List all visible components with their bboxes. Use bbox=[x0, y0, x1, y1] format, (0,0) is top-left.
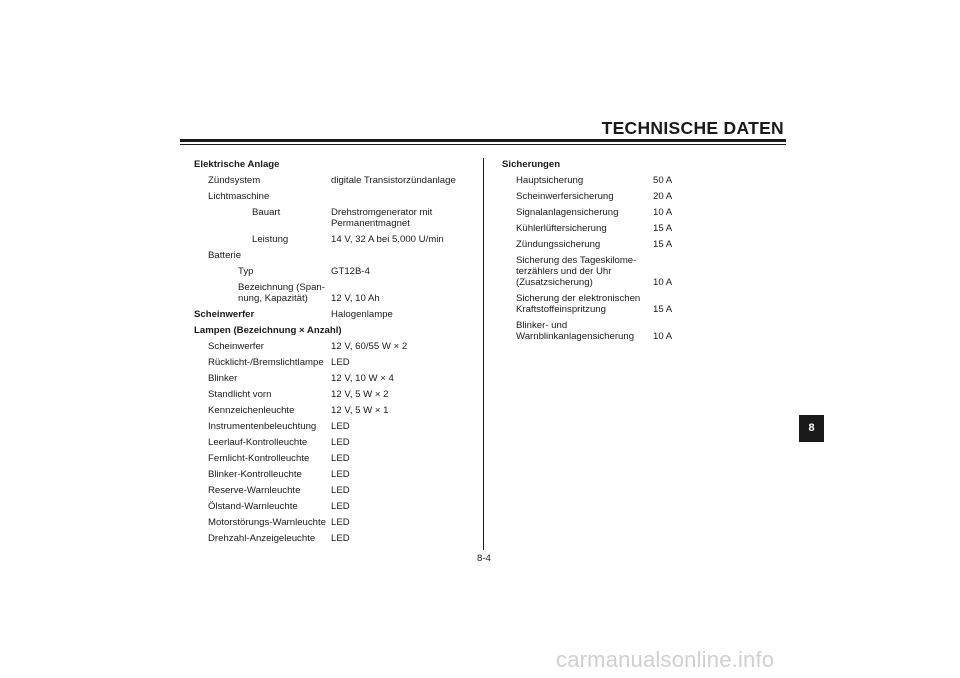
spec-value-ignition: digitale Transistorzündanlage bbox=[331, 175, 456, 186]
column-divider bbox=[483, 158, 484, 550]
fuse-label: Warnblinkanlagensicherung bbox=[516, 331, 635, 342]
spec-value-build-line2: Permanentmagnet bbox=[331, 218, 410, 229]
fuse-label: Scheinwerfersicherung bbox=[516, 191, 614, 202]
header-rule bbox=[180, 139, 786, 142]
bulb-value: LED bbox=[331, 421, 350, 432]
spec-label-build: Bauart bbox=[252, 207, 281, 218]
fuse-label: Zündungssicherung bbox=[516, 239, 601, 250]
section-heading-electrical: Elektrische Anlage bbox=[194, 159, 280, 170]
bulb-label: Standlicht vorn bbox=[208, 389, 272, 400]
bulb-value: 12 V, 10 W × 4 bbox=[331, 373, 394, 384]
spec-value-build-line1: Drehstromgenerator mit bbox=[331, 207, 433, 218]
fuse-value: 10 A bbox=[653, 277, 673, 288]
spec-label-battery: Batterie bbox=[208, 250, 242, 261]
fuse-value: 20 A bbox=[653, 191, 673, 202]
fuse-label: terzählers und der Uhr bbox=[516, 266, 612, 277]
section-heading-fuses: Sicherungen bbox=[502, 159, 561, 170]
bulb-label: Fernlicht-Kontrolleuchte bbox=[208, 453, 310, 464]
bulb-label: Ölstand-Warnleuchte bbox=[208, 501, 298, 512]
spec-label-ignition: Zündsystem bbox=[208, 175, 261, 186]
spec-label-output: Leistung bbox=[252, 234, 289, 245]
bulb-value: 12 V, 5 W × 1 bbox=[331, 405, 389, 416]
bulb-value: LED bbox=[331, 437, 350, 448]
spec-value-type: GT12B-4 bbox=[331, 266, 370, 277]
bulb-value: LED bbox=[331, 469, 350, 480]
bulb-value: LED bbox=[331, 485, 350, 496]
watermark: carmanualsonline.info bbox=[556, 647, 775, 672]
bulb-value: 12 V, 60/55 W × 2 bbox=[331, 341, 408, 352]
fuse-label: (Zusatzsicherung) bbox=[516, 277, 593, 288]
bulb-label: Leerlauf-Kontrolleuchte bbox=[208, 437, 308, 448]
fuse-value: 15 A bbox=[653, 304, 673, 315]
fuse-label: Sicherung der elektronischen bbox=[516, 293, 641, 304]
bulb-label: Motorstörungs-Warnleuchte bbox=[208, 517, 327, 528]
fuse-value: 15 A bbox=[653, 223, 673, 234]
fuse-label: Kraftstoffeinspritzung bbox=[516, 304, 606, 315]
page-number: 8-4 bbox=[477, 553, 491, 564]
spec-label-type: Typ bbox=[238, 266, 254, 277]
bulb-label: Rücklicht-/Bremslichtlampe bbox=[208, 357, 324, 368]
spec-value-output: 14 V, 32 A bei 5.000 U/min bbox=[331, 234, 444, 245]
spec-label-capacity-line1: Bezeichnung (Span- bbox=[238, 282, 325, 293]
spec-value-capacity: 12 V, 10 Ah bbox=[331, 293, 380, 304]
bulb-label: Reserve-Warnleuchte bbox=[208, 485, 301, 496]
bulb-value: LED bbox=[331, 533, 350, 544]
fuse-label: Hauptsicherung bbox=[516, 175, 584, 186]
fuse-label: Sicherung des Tageskilome- bbox=[516, 255, 637, 266]
fuse-value: 50 A bbox=[653, 175, 673, 186]
chapter-tab: 8 bbox=[799, 415, 824, 442]
fuse-label: Blinker- und bbox=[516, 320, 568, 331]
bulb-value: LED bbox=[331, 357, 350, 368]
fuse-label: Kühlerlüftersicherung bbox=[516, 223, 607, 234]
bulb-label: Instrumentenbeleuchtung bbox=[208, 421, 317, 432]
bulb-value: LED bbox=[331, 453, 350, 464]
bulb-label: Kennzeichenleuchte bbox=[208, 405, 295, 416]
bulb-value: LED bbox=[331, 517, 350, 528]
page-title: TECHNISCHE DATEN bbox=[601, 118, 784, 138]
bulb-value: LED bbox=[331, 501, 350, 512]
spec-label-capacity-line2: nung, Kapazität) bbox=[238, 293, 308, 304]
bulb-label: Scheinwerfer bbox=[208, 341, 264, 352]
fuse-label: Signalanlagensicherung bbox=[516, 207, 619, 218]
spec-value-headlight: Halogenlampe bbox=[331, 309, 393, 320]
header-rule-thin bbox=[180, 144, 786, 145]
bulb-label: Blinker bbox=[208, 373, 238, 384]
fuse-value: 10 A bbox=[653, 207, 673, 218]
bulb-label: Drehzahl-Anzeigeleuchte bbox=[208, 533, 316, 544]
bulb-label: Blinker-Kontrolleuchte bbox=[208, 469, 302, 480]
fuse-value: 15 A bbox=[653, 239, 673, 250]
spec-label-alternator: Lichtmaschine bbox=[208, 191, 270, 202]
section-heading-headlight: Scheinwerfer bbox=[194, 309, 255, 320]
bulb-value: 12 V, 5 W × 2 bbox=[331, 389, 389, 400]
fuse-value: 10 A bbox=[653, 331, 673, 342]
section-heading-bulbs: Lampen (Bezeichnung × Anzahl) bbox=[194, 325, 342, 336]
